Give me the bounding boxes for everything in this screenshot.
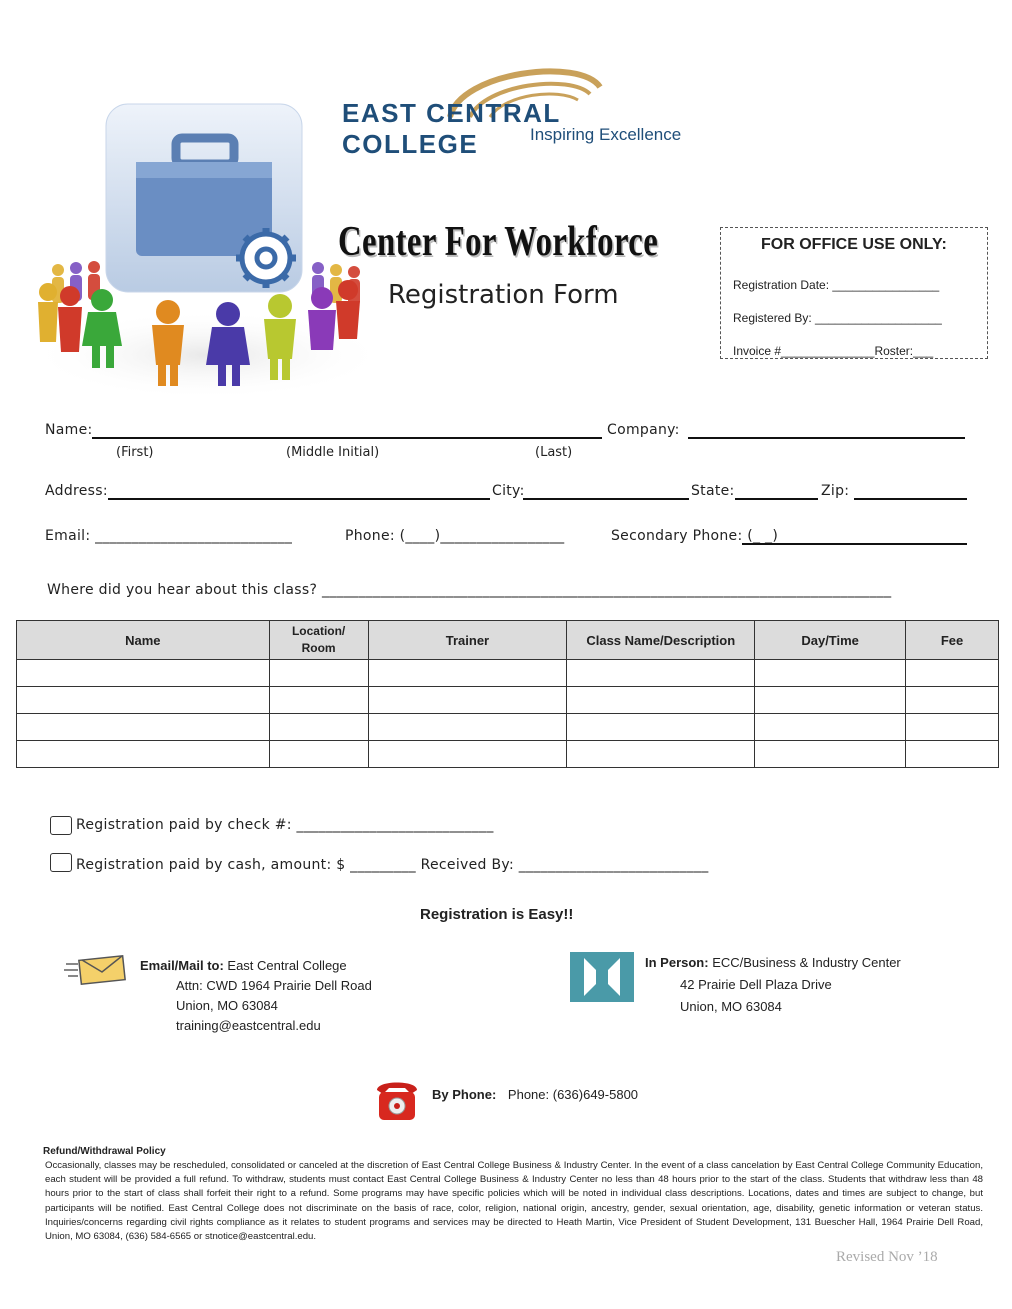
easy-heading: Registration is Easy!! — [420, 906, 574, 923]
registered-by-field[interactable]: Registered By: ___________________ — [733, 311, 942, 325]
city-label: City: — [492, 483, 525, 499]
table-cell[interactable] — [269, 741, 368, 768]
table-cell[interactable] — [755, 714, 906, 741]
table-cell[interactable] — [269, 714, 368, 741]
in-person-line3: Union, MO 63084 — [680, 999, 782, 1014]
college-tagline: Inspiring Excellence — [530, 125, 682, 144]
phone-value: Phone: (636)649-5800 — [507, 1087, 639, 1102]
table-cell[interactable] — [755, 687, 906, 714]
policy-title: Refund/Withdrawal Policy — [43, 1146, 166, 1157]
table-row — [17, 714, 999, 741]
table-cell[interactable] — [906, 660, 999, 687]
cash-payment-checkbox[interactable] — [50, 853, 72, 872]
table-cell[interactable] — [567, 741, 755, 768]
table-cell[interactable] — [269, 660, 368, 687]
table-cell[interactable] — [755, 660, 906, 687]
city-input[interactable] — [523, 498, 689, 500]
college-logo — [340, 62, 700, 159]
name-last-label: (Last) — [535, 445, 573, 460]
col-name: Name — [17, 621, 270, 660]
phone-field[interactable]: Phone: (____)_________________ — [345, 528, 565, 544]
table-row — [17, 687, 999, 714]
table-cell[interactable] — [906, 687, 999, 714]
office-use-title: FOR OFFICE USE ONLY: — [761, 236, 947, 253]
table-cell[interactable] — [567, 687, 755, 714]
address-label: Address: — [45, 483, 108, 499]
company-label: Company: — [607, 422, 680, 438]
table-cell[interactable] — [368, 714, 567, 741]
check-payment-label: Registration paid by check #: ___________________________ — [76, 817, 494, 833]
phone-block — [432, 1087, 638, 1102]
in-person-label: In Person: — [645, 955, 709, 970]
telephone-icon — [373, 1076, 421, 1124]
address-input[interactable] — [108, 498, 490, 500]
revised-date: Revised Nov ’18 — [836, 1249, 938, 1265]
email-field[interactable]: Email: ___________________________ — [45, 528, 293, 544]
table-row — [17, 741, 999, 768]
table-cell[interactable] — [368, 741, 567, 768]
page-subtitle: Registration Form — [388, 280, 619, 310]
table-header-row — [17, 621, 999, 660]
mail-email-link[interactable]: training@eastcentral.edu — [176, 1018, 321, 1033]
name-middle-label: (Middle Initial) — [286, 445, 380, 460]
table-cell[interactable] — [567, 660, 755, 687]
table-cell[interactable] — [567, 714, 755, 741]
table-cell[interactable] — [906, 741, 999, 768]
envelope-icon — [64, 954, 128, 986]
registration-table — [16, 620, 999, 768]
hear-about-field[interactable]: Where did you hear about this class? ______________________________________________________________________________ — [47, 582, 892, 598]
col-location-room: Location/ Room — [269, 621, 368, 660]
table-cell[interactable] — [755, 741, 906, 768]
college-name: EAST CENTRAL COLLEGE — [342, 98, 561, 159]
in-person-line1: ECC/Business & Industry Center — [708, 955, 901, 970]
mail-label: Email/Mail to: — [140, 958, 224, 973]
mail-line2: Attn: CWD 1964 Prairie Dell Road — [176, 978, 372, 993]
office-use-box — [720, 227, 988, 359]
name-first-label: (First) — [116, 445, 154, 460]
mail-block — [140, 956, 372, 1036]
table-cell[interactable] — [17, 660, 270, 687]
page-title: Center For Workforce — [338, 219, 659, 265]
table-cell[interactable] — [17, 741, 270, 768]
name-label: Name: — [45, 422, 93, 438]
col-class-name: Class Name/Description — [567, 621, 755, 660]
policy-text: Occasionally, classes may be rescheduled, consolidated or canceled at the discretion of East Central College Business & Industry Center. In the event of a class cancelation by East Central College Community Education, each student will be provided a full refund. To withdraw, students must contact East Central College Business & Industry Center no less than 48 hours prior to the start of the class. Students that withdraw less than 48 hours prior to the start of class shall forfeit their right to a refund. Some programs may have specific policies which will be noted in individual class descriptions. Locations, dates and times are subject to change, but participants will be notified. East Central College does not discriminate on the basis of race, color, religion, national origin, ancestry, gender, sexual orientation, age, disability, genetic information or veteran status. Inquiries/concerns regarding civil rights compliance as it relates to student programs and services may be directed to Heath Martin, Vice President of Student Development, 131 Buescher Hall, 1964 Prairie Dell Road, Union, MO 63084, (636) 584-6565 or stnotice@eastcentral.edu. — [45, 1160, 983, 1243]
table-row — [17, 660, 999, 687]
table-cell[interactable] — [906, 714, 999, 741]
col-trainer: Trainer — [368, 621, 567, 660]
secondary-phone-input[interactable] — [742, 543, 967, 545]
zip-label: Zip: — [821, 483, 850, 499]
mail-line3: Union, MO 63084 — [176, 998, 278, 1013]
in-person-line2: 42 Prairie Dell Plaza Drive — [680, 977, 832, 992]
mail-line1: East Central College — [223, 958, 347, 973]
invoice-roster-field[interactable]: Invoice #______________Roster:___ — [733, 344, 934, 358]
company-input[interactable] — [688, 437, 965, 439]
table-cell[interactable] — [17, 687, 270, 714]
cash-payment-label: Registration paid by cash, amount: $ _________ Received By: __________________________ — [76, 857, 709, 873]
name-input[interactable] — [92, 437, 602, 439]
table-cell[interactable] — [368, 687, 567, 714]
state-label: State: — [691, 483, 735, 499]
zip-input[interactable] — [854, 498, 967, 500]
phone-label: By Phone: — [432, 1087, 497, 1102]
secondary-phone-field[interactable]: Secondary Phone: (_ _) — [611, 528, 779, 544]
state-input[interactable] — [735, 498, 818, 500]
check-payment-checkbox[interactable] — [50, 816, 72, 835]
in-person-block — [645, 952, 901, 1018]
col-day-time: Day/Time — [755, 621, 906, 660]
registration-date-field[interactable]: Registration Date: ________________ — [733, 278, 940, 292]
table-cell[interactable] — [368, 660, 567, 687]
table-cell[interactable] — [17, 714, 270, 741]
col-fee: Fee — [906, 621, 999, 660]
table-cell[interactable] — [269, 687, 368, 714]
building-icon — [570, 952, 634, 1002]
